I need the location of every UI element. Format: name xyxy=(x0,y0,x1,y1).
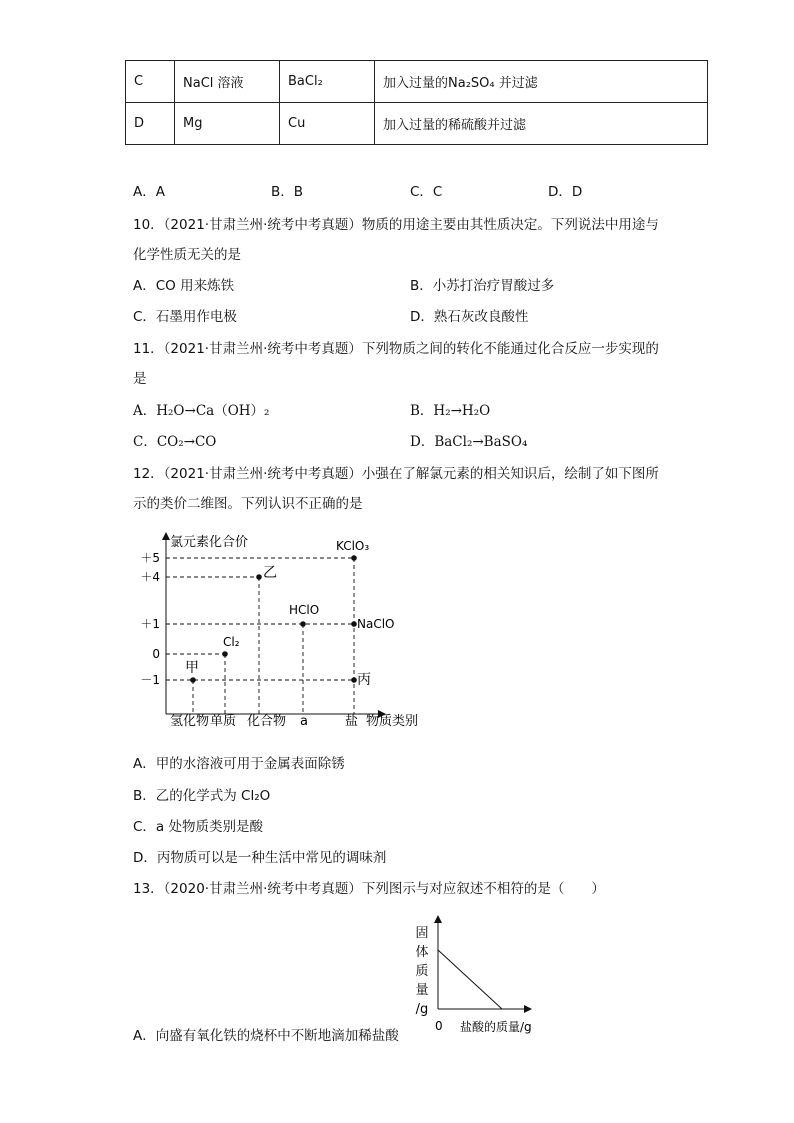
x-category-label: 单质 xyxy=(210,714,237,729)
data-point xyxy=(351,621,357,627)
q9-choice-d[interactable]: D．D xyxy=(548,184,583,200)
point-label: 乙 xyxy=(263,565,277,581)
y-axis-label-char: 体 xyxy=(415,945,429,960)
data-point xyxy=(256,574,262,580)
q11-choice-a[interactable]: A．H₂O→Ca（OH）₂ xyxy=(133,403,270,419)
data-point xyxy=(222,651,228,657)
q11-stem-cont: 是 xyxy=(133,371,147,387)
q9-choice-a[interactable]: A．A xyxy=(133,184,165,200)
x-category-label: 氢化物 xyxy=(170,714,210,729)
data-point xyxy=(190,677,196,683)
table-cell: 加入过量的稀硫酸并过滤 xyxy=(375,103,708,145)
table-cell: Cu xyxy=(280,103,375,145)
table-cell: D xyxy=(126,103,175,145)
q10-stem-cont: 化学性质无关的是 xyxy=(133,247,241,263)
q10-stem: 10．（2021·甘肃兰州·统考中考真题）物质的用途主要由其性质决定。下列说法中用途与 xyxy=(133,217,659,233)
mass-line-chart xyxy=(408,915,568,1040)
q11-choice-d[interactable]: D．BaCl₂→BaSO₄ xyxy=(410,434,528,450)
q13-choice-a[interactable]: A．向盛有氧化铁的烧杯中不断地滴加稀盐酸 xyxy=(133,1028,399,1044)
q9-choice-c[interactable]: C．C xyxy=(410,184,443,200)
valence-class-chart xyxy=(130,528,430,734)
x-category-label: 盐 xyxy=(345,714,359,729)
point-label: 甲 xyxy=(185,660,199,676)
data-point xyxy=(351,677,357,683)
q10-choice-b[interactable]: B．小苏打治疗胃酸过多 xyxy=(410,278,555,294)
x-category-label: 化合物 xyxy=(247,714,287,729)
q11-stem: 11．（2021·甘肃兰州·统考中考真题）下列物质之间的转化不能通过化合反应一步实现的 xyxy=(133,341,659,357)
y-tick-label: －1 xyxy=(140,673,160,687)
point-label: 丙 xyxy=(357,672,371,688)
x-axis-label: 盐酸的质量/g xyxy=(460,1020,532,1034)
point-label: Cl₂ xyxy=(223,635,240,649)
y-axis-label-char: 质 xyxy=(415,964,429,979)
x-axis-label: 物质类别 xyxy=(366,714,419,729)
q11-choice-c[interactable]: C．CO₂→CO xyxy=(133,434,217,450)
q12-choice-b[interactable]: B．乙的化学式为 Cl₂O xyxy=(133,788,271,804)
y-axis-label: 氯元素化合价 xyxy=(170,535,249,550)
point-label: NaClO xyxy=(357,617,395,631)
q13-stem: 13．（2020·甘肃兰州·统考中考真题）下列图示与对应叙述不相符的是（ ） xyxy=(133,881,605,897)
q10-choice-a[interactable]: A．CO 用来炼铁 xyxy=(133,278,235,294)
table-cell: BaCl₂ xyxy=(280,61,375,103)
data-point xyxy=(351,555,357,561)
y-tick-label: ＋1 xyxy=(140,617,160,631)
point-label: HClO xyxy=(289,603,320,617)
series-line xyxy=(438,950,502,1009)
table-cell: Mg xyxy=(175,103,280,145)
y-axis-label-char: /g xyxy=(415,1002,429,1017)
table-cell: NaCl 溶液 xyxy=(175,61,280,103)
options-table xyxy=(125,60,708,145)
q12-choice-a[interactable]: A．甲的水溶液可用于金属表面除锈 xyxy=(133,756,345,772)
table-row xyxy=(126,61,708,103)
q12-choice-d[interactable]: D．丙物质可以是一种生活中常见的调味剂 xyxy=(133,850,387,866)
table-cell: 加入过量的Na₂SO₄ 并过滤 xyxy=(375,61,708,103)
q9-choice-b[interactable]: B．B xyxy=(271,184,304,200)
q11-choice-b[interactable]: B．H₂→H₂O xyxy=(410,403,491,419)
x-category-label: a xyxy=(300,714,308,729)
data-point xyxy=(300,621,306,627)
table-cell: C xyxy=(126,61,175,103)
point-label: KClO₃ xyxy=(336,539,370,553)
y-tick-label: 0 xyxy=(152,647,160,661)
table-row xyxy=(126,103,708,145)
q12-choice-c[interactable]: C．a 处物质类别是酸 xyxy=(133,819,263,835)
q10-choice-d[interactable]: D．熟石灰改良酸性 xyxy=(410,309,529,325)
q12-stem-cont: 示的类价二维图。下列认识不正确的是 xyxy=(133,496,363,512)
y-axis-label-char: 固 xyxy=(415,926,429,941)
origin-label: 0 xyxy=(435,1019,443,1033)
q12-stem: 12．（2021·甘肃兰州·统考中考真题）小强在了解氯元素的相关知识后，绘制了如下图所 xyxy=(133,466,659,482)
y-tick-label: ＋5 xyxy=(140,551,160,565)
y-axis-label-char: 量 xyxy=(415,983,429,998)
y-tick-label: ＋4 xyxy=(140,570,160,584)
q10-choice-c[interactable]: C．石墨用作电极 xyxy=(133,309,237,325)
